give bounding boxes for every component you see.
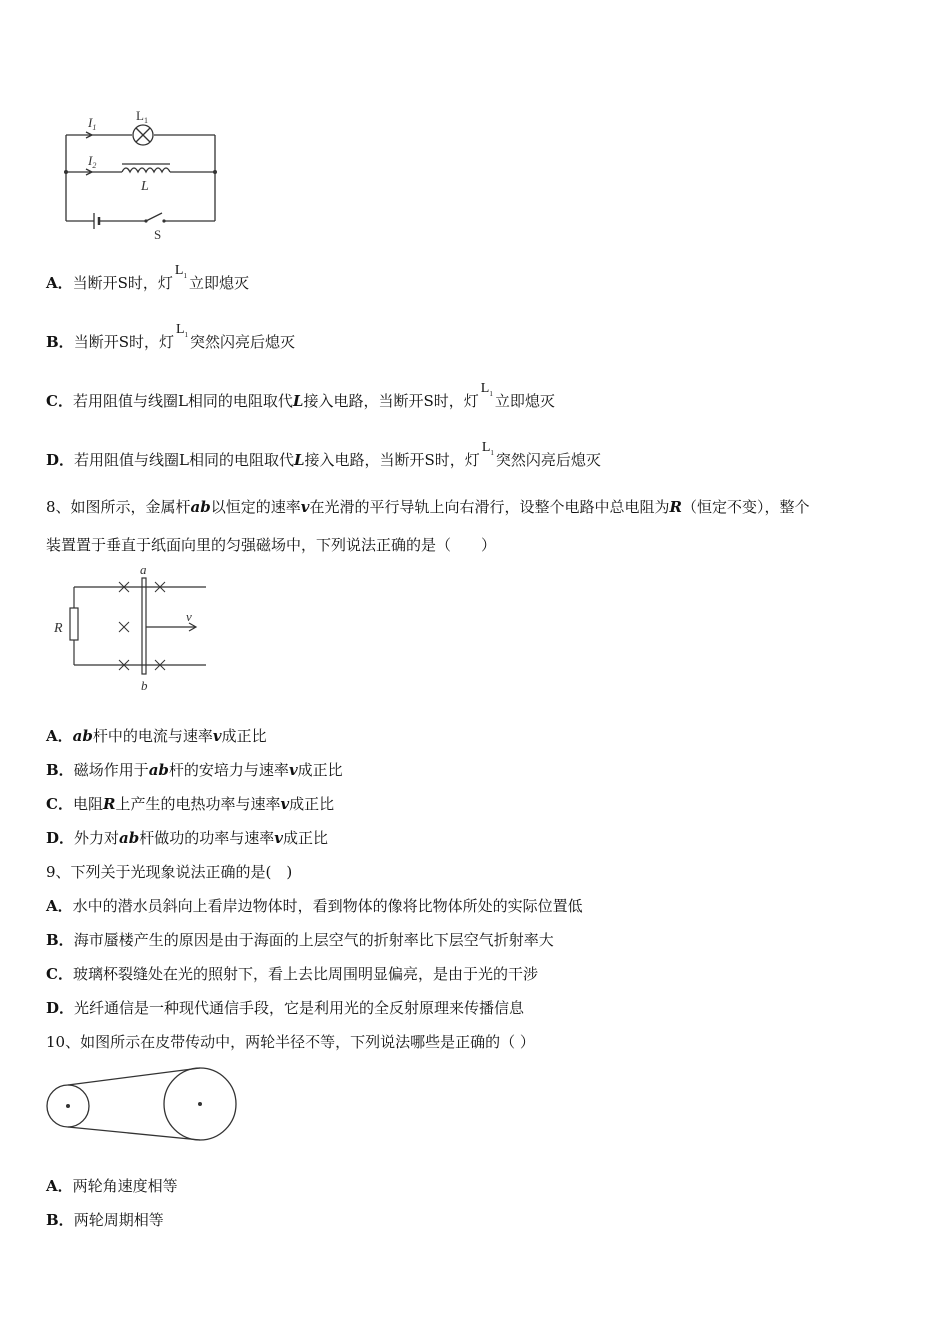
q8-stem-line2: 装置置于垂直于纸面向里的匀强磁场中，下列说法正确的是（ ） — [46, 536, 497, 554]
q9-option-b: B．海市蜃楼产生的原因是由于海面的上层空气的折射率比下层空气折射率大 — [46, 931, 554, 949]
lamp-symbol: $L_1$ — [481, 440, 494, 457]
q8-option-b: B．磁场作用于ab杆的安培力与速率v成正比 — [46, 761, 343, 779]
q7-option-c: C．若用阻值与线圈L相同的电阻取代L接入电路，当断开S时，灯$L_1$ 立即熄灭 — [46, 381, 555, 410]
label-switch: S — [154, 227, 162, 242]
label-i1: $I_1$ — [88, 115, 97, 132]
q9-stem: 9、下列关于光现象说法正确的是( ) — [46, 863, 293, 881]
rail-rod-figure — [50, 560, 215, 695]
q7-option-d: D．若用阻值与线圈L相同的电阻取代L接入电路，当断开S时，灯$L_1$ 突然闪亮后熄灭 — [46, 440, 601, 469]
q9-option-d: D．光纤通信是一种现代通信手段，它是利用光的全反射原理来传播信息 — [46, 999, 525, 1017]
lamp-symbol: $L_1$ — [480, 381, 493, 398]
q9-option-c: C．玻璃杯裂缝处在光的照射下，看上去比周围明显偏亮，是由于光的干涉 — [46, 965, 538, 983]
label-a: a — [140, 562, 147, 577]
q8-option-c: C．电阻R上产生的电热功率与速率v成正比 — [46, 795, 335, 813]
q10-stem: 10、如图所示在皮带传动中，两轮半径不等，下列说法哪些是正确的（ ） — [46, 1033, 535, 1051]
circuit-figure-lamp-inductor — [58, 108, 228, 243]
q10-option-b: B．两轮周期相等 — [46, 1211, 164, 1229]
label-R: R — [54, 621, 63, 636]
label-v: v — [186, 609, 192, 624]
lamp-symbol: $L_1$ — [174, 263, 187, 280]
belt-pulley-figure — [44, 1062, 244, 1144]
q9-option-a: A．水中的潜水员斜向上看岸边物体时，看到物体的像将比物体所处的实际位置低 — [46, 897, 583, 915]
q8-option-a: A．ab杆中的电流与速率v成正比 — [46, 727, 267, 745]
q8-option-d: D．外力对ab杆做功的功率与速率v成正比 — [46, 829, 328, 847]
q8-stem-line1: 8、如图所示，金属杆ab以恒定的速率v在光滑的平行导轨上向右滑行，设整个电路中总电阻为R（恒定不变），整个 — [46, 498, 810, 516]
label-inductor: L — [141, 179, 149, 194]
q10-option-a: A．两轮角速度相等 — [46, 1177, 178, 1195]
q7-option-b: B．当断开S时，灯$L_1$ 突然闪亮后熄灭 — [46, 322, 296, 351]
label-i2: $I_2$ — [88, 153, 97, 170]
label-b: b — [141, 678, 148, 693]
q7-option-a: A．当断开S时，灯$L_1$ 立即熄灭 — [46, 263, 249, 292]
label-lamp: $L_1$ — [136, 108, 148, 125]
lamp-symbol: $L_1$ — [175, 322, 189, 339]
